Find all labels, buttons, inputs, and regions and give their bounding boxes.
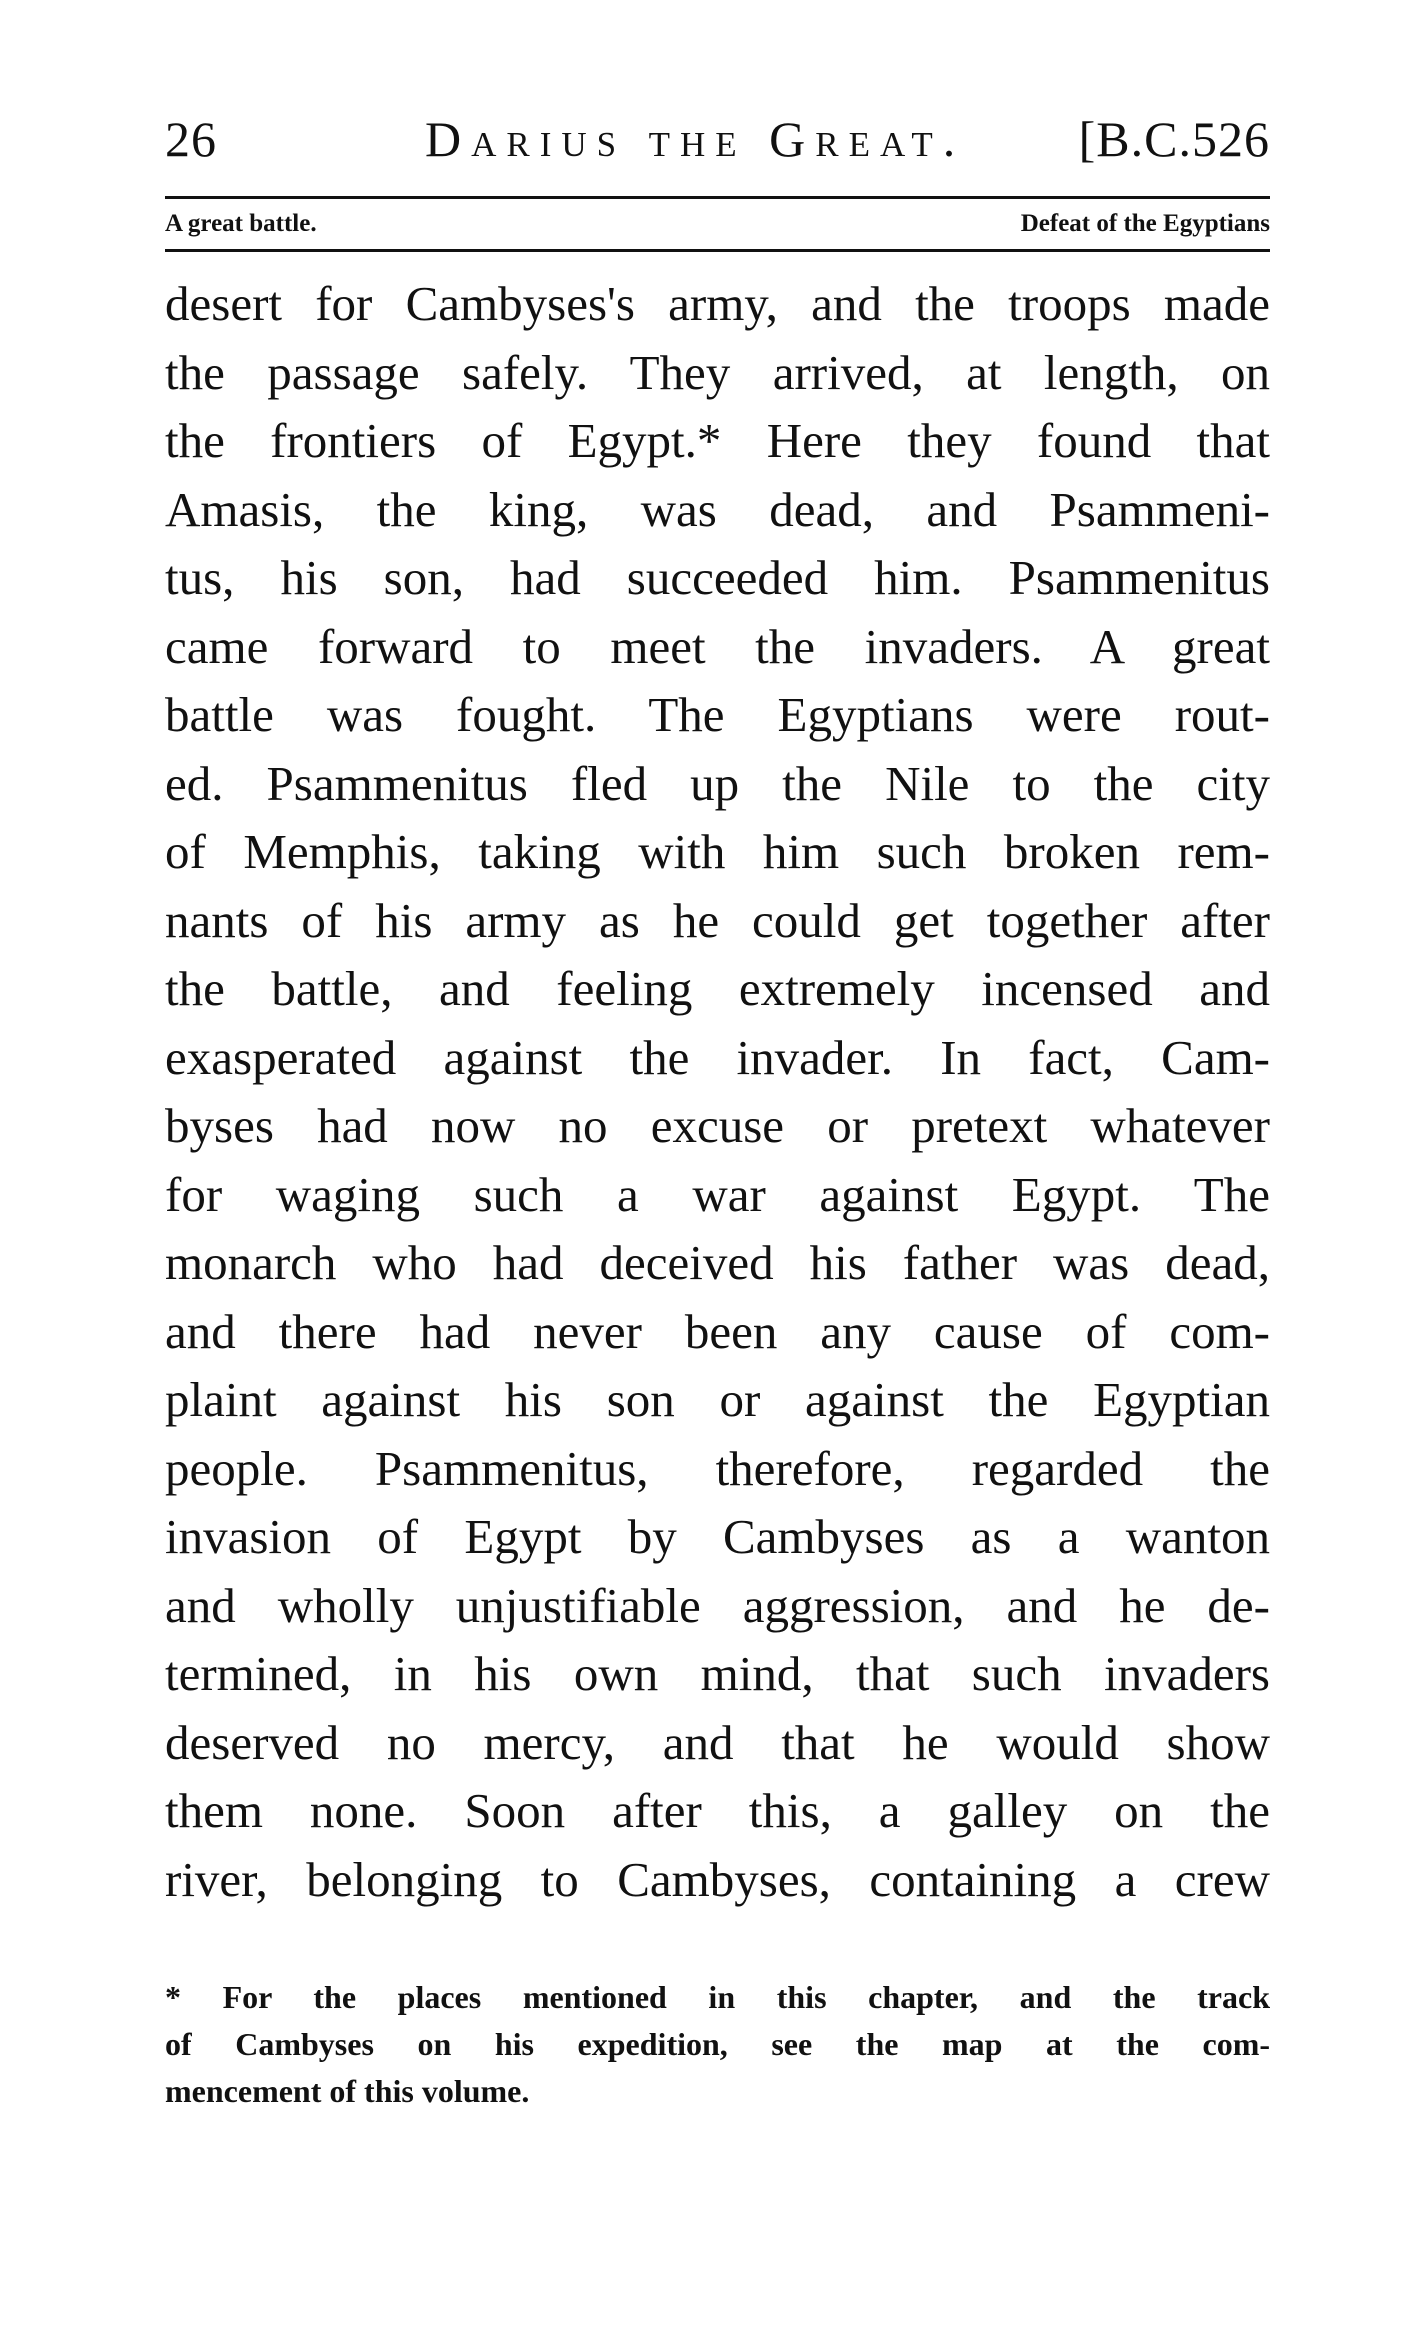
text-line: and wholly unjustifiable aggression, and he de- bbox=[165, 1577, 1270, 1633]
text-line: exasperated against the invader. In fact, Cam- bbox=[165, 1029, 1270, 1085]
footnote-line: mencement of this volume. bbox=[165, 2073, 530, 2109]
header-rule-bottom bbox=[165, 249, 1270, 252]
text-line: the battle, and feeling extremely incensed and bbox=[165, 961, 1270, 1016]
text-line: the frontiers of Egypt.* Here they found that bbox=[165, 413, 1270, 468]
text-line: the passage safely. They arrived, at length, on bbox=[165, 344, 1270, 400]
subhead-left: A great battle. bbox=[165, 210, 317, 237]
text-line: termined, in his own mind, that such invaders bbox=[165, 1646, 1270, 1701]
book-page bbox=[165, 110, 1270, 2115]
book-title: Darius the Great. bbox=[425, 111, 966, 167]
text-line: battle was fought. The Egyptians were rout- bbox=[165, 687, 1270, 742]
footnote-line: * For the places mentioned in this chapter, and the track bbox=[165, 1979, 1270, 2015]
text-line: ed. Psammenitus fled up the Nile to the city bbox=[165, 755, 1270, 811]
text-line: tus, his son, had succeeded him. Psammenitus bbox=[165, 550, 1270, 605]
date-marker: [B.C.526 bbox=[1078, 111, 1270, 167]
text-line: monarch who had deceived his father was dead, bbox=[165, 1235, 1270, 1290]
text-line: Amasis, the king, was dead, and Psammeni- bbox=[165, 481, 1270, 537]
text-line: for waging such a war against Egypt. The bbox=[165, 1166, 1270, 1222]
page-number: 26 bbox=[165, 111, 217, 167]
text-line: of Memphis, taking with him such broken rem- bbox=[165, 824, 1270, 879]
text-line: plaint against his son or against the Egyptian bbox=[165, 1372, 1270, 1427]
body-text bbox=[165, 270, 1270, 1914]
text-line: byses had now no excuse or pretext whatever bbox=[165, 1098, 1270, 1153]
text-line: deserved no mercy, and that he would show bbox=[165, 1714, 1270, 1770]
text-line: invasion of Egypt by Cambyses as a wanton bbox=[165, 1509, 1270, 1564]
running-head bbox=[165, 110, 1270, 196]
text-line: nants of his army as he could get together after bbox=[165, 892, 1270, 948]
footnote bbox=[165, 1974, 1270, 2115]
text-line: river, belonging to Cambyses, containing a crew bbox=[165, 1851, 1270, 1907]
footnote-line: of Cambyses on his expedition, see the map at the com- bbox=[165, 2026, 1270, 2062]
subhead-right: Defeat of the Egyptians bbox=[1020, 210, 1270, 237]
text-line: and there had never been any cause of com- bbox=[165, 1303, 1270, 1359]
marginal-subheads bbox=[165, 199, 1270, 249]
text-line: them none. Soon after this, a galley on the bbox=[165, 1783, 1270, 1838]
text-line: came forward to meet the invaders. A great bbox=[165, 618, 1270, 674]
text-line: desert for Cambyses's army, and the troops made bbox=[165, 276, 1270, 331]
text-line: people. Psammenitus, therefore, regarded the bbox=[165, 1440, 1270, 1496]
